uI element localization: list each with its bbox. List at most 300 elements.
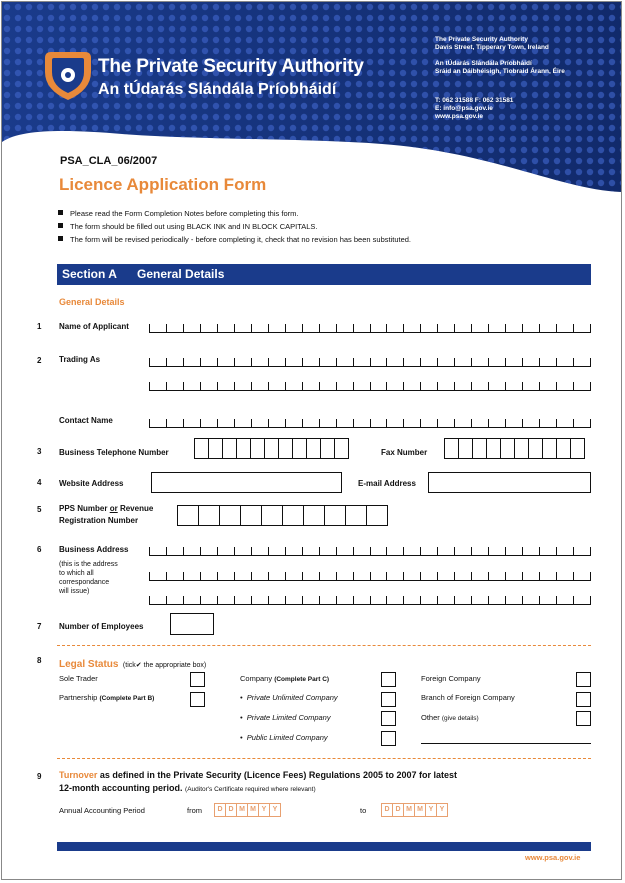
to-label: to — [360, 806, 367, 815]
question-number: 3 — [37, 447, 42, 456]
comb-tick — [234, 382, 235, 390]
date-cell[interactable]: D — [392, 803, 404, 817]
comb-tick — [183, 382, 184, 390]
branch-foreign-label: Branch of Foreign Company — [421, 693, 515, 702]
comb-tick — [590, 572, 591, 580]
telephone-label: Business Telephone Number — [59, 448, 169, 457]
comb-tick — [437, 382, 438, 390]
phone-fax: T: 062 31588 F: 062 31581 — [435, 97, 514, 104]
comb-tick — [522, 572, 523, 580]
comb-tick — [437, 572, 438, 580]
pps-label-line2: Registration Number — [59, 516, 139, 525]
comb-tick — [183, 572, 184, 580]
bullet-icon — [58, 223, 63, 228]
address-line: Davis Street, Tipperary Town, Ireland — [435, 44, 549, 51]
comb-tick — [573, 324, 574, 332]
input-cell[interactable] — [222, 438, 237, 459]
comb-tick — [437, 596, 438, 604]
comb-tick — [505, 596, 506, 604]
applicant-name-field[interactable] — [149, 322, 591, 333]
comb-tick — [149, 547, 150, 555]
comb-tick — [403, 596, 404, 604]
comb-tick — [217, 382, 218, 390]
comb-tick — [285, 419, 286, 427]
input-cell[interactable] — [303, 505, 325, 526]
address-note-line: will issue) — [59, 588, 90, 595]
comb-tick — [251, 324, 252, 332]
comb-tick — [573, 596, 574, 604]
input-cell[interactable] — [261, 505, 283, 526]
comb-tick — [353, 596, 354, 604]
comb-tick — [234, 596, 235, 604]
comb-tick — [454, 382, 455, 390]
comb-tick — [590, 382, 591, 390]
date-cell[interactable]: M — [414, 803, 426, 817]
comb-tick — [454, 596, 455, 604]
comb-tick — [149, 382, 150, 390]
comb-tick — [539, 382, 540, 390]
footer-url: www.psa.gov.ie — [525, 853, 581, 862]
date-cell[interactable]: Y — [436, 803, 448, 817]
branch-foreign-checkbox[interactable] — [576, 692, 591, 707]
comb-tick — [556, 572, 557, 580]
private-limited-checkbox[interactable] — [381, 711, 396, 726]
comb-tick — [200, 572, 201, 580]
input-cell[interactable] — [177, 505, 199, 526]
comb-tick — [556, 382, 557, 390]
comb-tick — [522, 358, 523, 366]
comb-tick — [539, 572, 540, 580]
comb-tick — [336, 572, 337, 580]
legal-status-heading — [59, 654, 206, 672]
instruction-text: The form will be revised periodically - before completing it, check that no revision has been substituted. — [70, 235, 412, 244]
general-details-subheading: General Details — [59, 297, 125, 307]
comb-tick — [539, 358, 540, 366]
private-unlimited-checkbox[interactable] — [381, 692, 396, 707]
comb-tick — [234, 358, 235, 366]
comb-tick — [403, 324, 404, 332]
date-cell[interactable]: Y — [269, 803, 281, 817]
comb-tick — [353, 419, 354, 427]
comb-tick — [505, 358, 506, 366]
comb-tick — [353, 382, 354, 390]
partnership-note: (Complete Part B) — [99, 695, 155, 702]
company-type-item: • Private Limited Company — [240, 713, 331, 722]
pps-field[interactable] — [177, 505, 388, 526]
other-details-line[interactable] — [421, 743, 591, 744]
bullet-icon — [58, 210, 63, 215]
comb-tick — [217, 358, 218, 366]
input-cell[interactable] — [320, 438, 335, 459]
comb-tick — [403, 382, 404, 390]
input-cell[interactable] — [219, 505, 241, 526]
comb-tick — [268, 382, 269, 390]
comb-tick — [234, 324, 235, 332]
website-address: www.psa.gov.ie — [435, 113, 484, 120]
comb-tick — [420, 547, 421, 555]
email-label: E-mail Address — [358, 479, 416, 488]
comb-tick — [573, 572, 574, 580]
question-number: 5 — [37, 505, 42, 514]
comb-tick — [166, 419, 167, 427]
comb-tick — [336, 596, 337, 604]
contact-name-field[interactable] — [149, 417, 591, 428]
comb-tick — [285, 382, 286, 390]
company-checkbox[interactable] — [381, 672, 396, 687]
comb-tick — [522, 419, 523, 427]
pps-label-text: Revenue — [119, 504, 154, 513]
comb-tick — [573, 358, 574, 366]
comb-tick — [454, 358, 455, 366]
address-note-line: correspondance — [59, 579, 110, 586]
input-cell[interactable] — [292, 438, 307, 459]
comb-tick — [471, 596, 472, 604]
input-cell[interactable] — [278, 438, 293, 459]
bullet-icon — [58, 236, 63, 241]
comb-tick — [539, 596, 540, 604]
comb-tick — [590, 596, 591, 604]
fax-field[interactable] — [444, 438, 585, 459]
comb-tick — [386, 419, 387, 427]
comb-tick — [166, 547, 167, 555]
comb-tick — [319, 419, 320, 427]
comb-tick — [488, 358, 489, 366]
turnover-text: 12-month accounting period. — [59, 783, 183, 793]
website-label: Website Address — [59, 479, 124, 488]
partnership-text: Partnership — [59, 693, 98, 702]
comb-tick — [319, 382, 320, 390]
input-cell[interactable] — [306, 438, 321, 459]
input-cell[interactable] — [208, 438, 223, 459]
comb-tick — [268, 324, 269, 332]
comb-tick — [370, 324, 371, 332]
form-title: Licence Application Form — [59, 175, 267, 194]
comb-tick — [556, 324, 557, 332]
date-cell[interactable]: Y — [425, 803, 437, 817]
comb-tick — [285, 596, 286, 604]
comb-tick — [200, 547, 201, 555]
company-type-item: • Private Unlimited Company — [240, 693, 338, 702]
date-cell[interactable]: D — [214, 803, 226, 817]
business-address-field-line2[interactable] — [149, 570, 591, 581]
document-reference: PSA_CLA_06/2007 — [60, 155, 158, 167]
turnover-line1 — [59, 770, 457, 780]
other-checkbox[interactable] — [576, 711, 591, 726]
comb-tick — [200, 382, 201, 390]
comb-tick — [251, 382, 252, 390]
turnover-word: Turnover — [59, 770, 98, 780]
footer-bar — [57, 842, 591, 851]
comb-tick — [556, 547, 557, 555]
input-cell[interactable] — [366, 505, 388, 526]
input-cell[interactable] — [556, 438, 571, 459]
comb-tick — [319, 358, 320, 366]
comb-tick — [488, 572, 489, 580]
email-field[interactable] — [428, 472, 591, 493]
comb-tick — [268, 596, 269, 604]
public-limited-checkbox[interactable] — [381, 731, 396, 746]
input-cell[interactable] — [528, 438, 543, 459]
comb-tick — [166, 358, 167, 366]
date-cell[interactable]: M — [403, 803, 415, 817]
input-cell[interactable] — [472, 438, 487, 459]
comb-tick — [302, 419, 303, 427]
comb-tick — [200, 358, 201, 366]
comb-tick — [471, 382, 472, 390]
comb-tick — [285, 324, 286, 332]
comb-tick — [370, 419, 371, 427]
comb-tick — [166, 382, 167, 390]
date-cell[interactable]: Y — [258, 803, 270, 817]
comb-tick — [200, 596, 201, 604]
comb-tick — [420, 419, 421, 427]
comb-tick — [522, 547, 523, 555]
comb-tick — [386, 382, 387, 390]
comb-tick — [403, 572, 404, 580]
comb-tick — [370, 572, 371, 580]
comb-tick — [370, 547, 371, 555]
comb-tick — [471, 572, 472, 580]
comb-tick — [386, 547, 387, 555]
comb-tick — [268, 419, 269, 427]
input-cell[interactable] — [570, 438, 585, 459]
input-cell[interactable] — [240, 505, 262, 526]
comb-tick — [217, 547, 218, 555]
input-cell[interactable] — [500, 438, 515, 459]
input-cell[interactable] — [444, 438, 459, 459]
instruction-item — [58, 209, 298, 218]
address-note-line: (this is the address — [59, 561, 118, 568]
comb-tick — [183, 547, 184, 555]
comb-tick — [454, 419, 455, 427]
comb-tick — [149, 324, 150, 332]
comb-tick — [200, 419, 201, 427]
comb-tick — [386, 324, 387, 332]
input-cell[interactable] — [542, 438, 557, 459]
instruction-item — [58, 235, 411, 244]
comb-tick — [302, 324, 303, 332]
comb-tick — [336, 324, 337, 332]
comb-tick — [471, 324, 472, 332]
from-date-field[interactable] — [214, 803, 281, 817]
question-number: 9 — [37, 772, 42, 781]
comb-tick — [166, 324, 167, 332]
comb-tick — [200, 324, 201, 332]
comb-tick — [471, 547, 472, 555]
comb-tick — [183, 419, 184, 427]
comb-tick — [217, 324, 218, 332]
comb-tick — [353, 547, 354, 555]
trading-as-label: Trading As — [59, 355, 101, 364]
pps-label — [59, 504, 153, 513]
comb-tick — [573, 419, 574, 427]
comb-tick — [505, 419, 506, 427]
instruction-text: The form should be filled out using BLACK INK and IN BLOCK CAPITALS. — [70, 222, 318, 231]
company-type-text: Public Limited Company — [246, 733, 328, 742]
trading-as-field-line2[interactable] — [149, 380, 591, 391]
comb-tick — [319, 596, 320, 604]
comb-tick — [488, 324, 489, 332]
auditor-note: (Auditor's Certificate required where relevant) — [185, 786, 316, 793]
address-line: An tÚdarás Slándála Príobháidí — [435, 60, 532, 67]
input-cell[interactable] — [282, 505, 304, 526]
comb-tick — [183, 358, 184, 366]
comb-tick — [573, 547, 574, 555]
comb-tick — [590, 547, 591, 555]
comb-tick — [386, 596, 387, 604]
comb-tick — [403, 419, 404, 427]
comb-tick — [437, 324, 438, 332]
comb-tick — [420, 324, 421, 332]
pps-label-or: or — [109, 504, 118, 513]
comb-tick — [370, 382, 371, 390]
address-note-line: to which all — [59, 570, 94, 577]
comb-tick — [302, 596, 303, 604]
comb-tick — [353, 572, 354, 580]
comb-tick — [149, 419, 150, 427]
input-cell[interactable] — [250, 438, 265, 459]
input-cell[interactable] — [334, 438, 349, 459]
section-a-header — [57, 264, 591, 285]
comb-tick — [590, 324, 591, 332]
date-cell[interactable]: D — [381, 803, 393, 817]
tick-note: (tick✔ the appropriate box) — [122, 662, 207, 669]
comb-tick — [522, 596, 523, 604]
org-name: The Private Security Authority — [98, 56, 364, 77]
divider — [57, 645, 591, 646]
comb-tick — [437, 547, 438, 555]
company-type-item: • Public Limited Company — [240, 733, 328, 742]
date-cell[interactable]: M — [247, 803, 259, 817]
comb-tick — [505, 547, 506, 555]
comb-tick — [268, 358, 269, 366]
comb-tick — [319, 547, 320, 555]
website-field[interactable] — [151, 472, 342, 493]
comb-tick — [370, 596, 371, 604]
comb-tick — [353, 324, 354, 332]
comb-tick — [336, 382, 337, 390]
comb-tick — [437, 419, 438, 427]
foreign-company-label: Foreign Company — [421, 674, 481, 683]
comb-tick — [319, 324, 320, 332]
comb-tick — [505, 382, 506, 390]
comb-tick — [403, 547, 404, 555]
applicant-name-label: Name of Applicant — [59, 322, 129, 331]
input-cell[interactable] — [514, 438, 529, 459]
question-number: 6 — [37, 545, 42, 554]
input-cell[interactable] — [264, 438, 279, 459]
input-cell[interactable] — [486, 438, 501, 459]
instruction-item — [58, 222, 317, 231]
input-cell[interactable] — [194, 438, 209, 459]
turnover-line2 — [59, 783, 316, 793]
from-label: from — [187, 806, 202, 815]
partnership-label — [59, 693, 154, 702]
input-cell[interactable] — [345, 505, 367, 526]
comb-tick — [149, 358, 150, 366]
comb-tick — [590, 419, 591, 427]
date-cell[interactable]: M — [236, 803, 248, 817]
comb-tick — [302, 572, 303, 580]
company-type-text: Private Limited Company — [246, 713, 331, 722]
address-line: Sráid an Dáibhéisigh, Tiobraid Árann, Éire — [435, 68, 565, 75]
comb-tick — [251, 419, 252, 427]
accounting-period-label: Annual Accounting Period — [59, 806, 145, 815]
comb-tick — [471, 358, 472, 366]
input-cell[interactable] — [458, 438, 473, 459]
comb-tick — [149, 596, 150, 604]
comb-tick — [420, 382, 421, 390]
comb-tick — [302, 547, 303, 555]
trading-as-field[interactable] — [149, 356, 591, 367]
comb-tick — [488, 382, 489, 390]
foreign-company-checkbox[interactable] — [576, 672, 591, 687]
other-note: (give details) — [441, 715, 479, 722]
comb-tick — [217, 596, 218, 604]
comb-tick — [336, 419, 337, 427]
comb-tick — [251, 596, 252, 604]
employees-field[interactable] — [170, 613, 214, 635]
comb-tick — [420, 358, 421, 366]
comb-tick — [556, 358, 557, 366]
input-cell[interactable] — [324, 505, 346, 526]
comb-tick — [268, 547, 269, 555]
input-cell[interactable] — [198, 505, 220, 526]
partnership-checkbox[interactable] — [190, 692, 205, 707]
comb-tick — [539, 547, 540, 555]
business-address-field[interactable] — [149, 545, 591, 556]
comb-tick — [319, 572, 320, 580]
date-cell[interactable]: D — [225, 803, 237, 817]
question-number: 2 — [37, 356, 42, 365]
address-note — [59, 560, 118, 596]
section-label: Section A — [62, 267, 117, 281]
comb-tick — [166, 596, 167, 604]
comb-tick — [420, 572, 421, 580]
pps-label-text: PPS Number — [59, 504, 108, 513]
comb-tick — [488, 419, 489, 427]
question-number: 1 — [37, 322, 42, 331]
legal-status-title: Legal Status — [59, 659, 119, 670]
company-label — [240, 674, 329, 683]
comb-tick — [386, 358, 387, 366]
comb-tick — [522, 382, 523, 390]
address-line: The Private Security Authority — [435, 36, 528, 43]
telephone-field[interactable] — [194, 438, 349, 459]
comb-tick — [573, 382, 574, 390]
comb-tick — [353, 358, 354, 366]
comb-tick — [251, 358, 252, 366]
comb-tick — [302, 382, 303, 390]
comb-tick — [505, 324, 506, 332]
to-date-field[interactable] — [381, 803, 448, 817]
email-address: E: info@psa.gov.ie — [435, 105, 493, 112]
comb-tick — [217, 572, 218, 580]
divider — [57, 758, 591, 759]
comb-tick — [539, 324, 540, 332]
comb-tick — [539, 419, 540, 427]
comb-tick — [285, 572, 286, 580]
employees-label: Number of Employees — [59, 622, 144, 631]
comb-tick — [234, 547, 235, 555]
fax-label: Fax Number — [381, 448, 428, 457]
input-cell[interactable] — [236, 438, 251, 459]
sole-trader-checkbox[interactable] — [190, 672, 205, 687]
comb-tick — [386, 572, 387, 580]
comb-tick — [285, 547, 286, 555]
other-text: Other — [421, 713, 440, 722]
business-address-field-line3[interactable] — [149, 594, 591, 605]
